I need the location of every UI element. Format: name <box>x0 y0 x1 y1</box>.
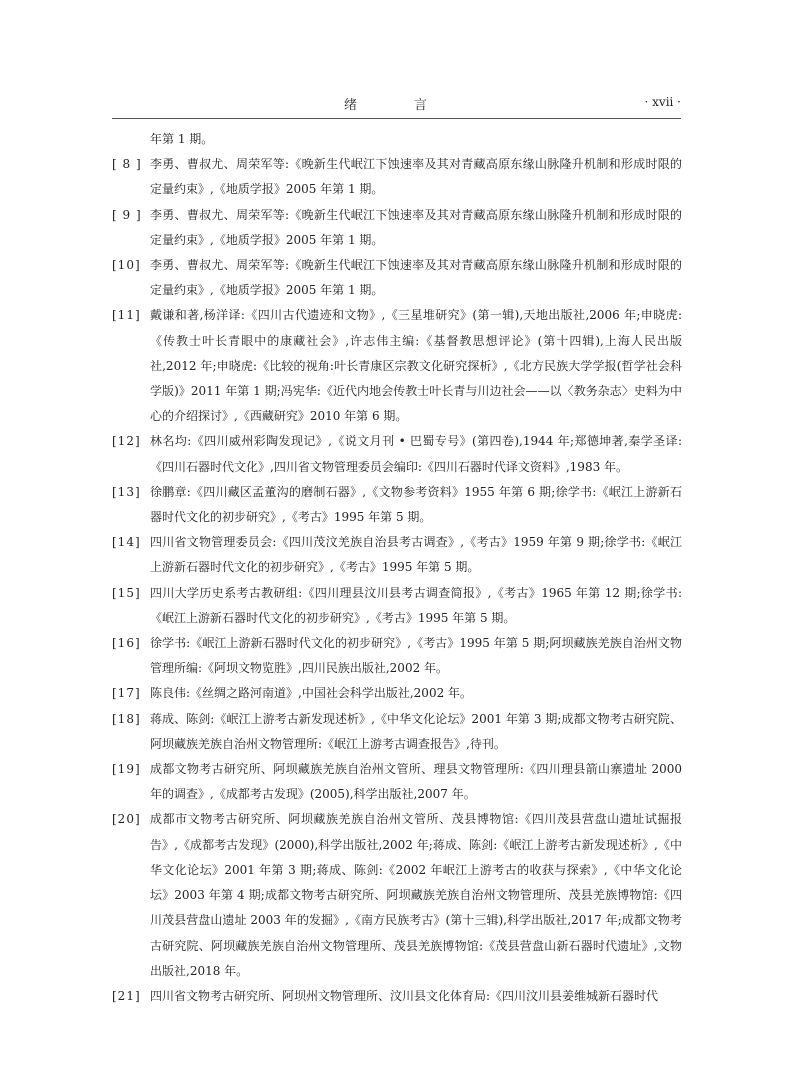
reference-text: 徐鹏章:《四川藏区孟董沟的磨制石器》,《文物参考资料》1955 年第 6 期;徐学书:《岷江上游新石器时代文化的初步研究》,《考古》1995 年第 5 期。 <box>150 484 682 525</box>
reference-item <box>112 707 682 757</box>
reference-number: [14] <box>112 535 141 550</box>
reference-number: [ 9 ] <box>112 207 142 222</box>
reference-item <box>112 480 682 530</box>
reference-number: [17] <box>112 686 141 701</box>
reference-number: [11] <box>112 308 141 323</box>
reference-text: 四川省文物管理委员会:《四川茂汶羌族自治县考古调查》,《考古》1959 年第 9 期;徐学书:《岷江上游新石器时代文化的初步研究》,《考古》1995 年第 5 期。 <box>150 535 682 575</box>
reference-number: [10] <box>112 258 141 273</box>
reference-item <box>112 757 682 807</box>
reference-item <box>112 152 682 202</box>
reference-text: 四川省文物考古研究所、阿坝州文物管理所、汶川县文化体育局:《四川汶川县姜维城新石器时代 <box>150 988 659 1003</box>
reference-number: [19] <box>112 762 141 777</box>
reference-number: [13] <box>112 484 141 499</box>
reference-number: [16] <box>112 636 141 651</box>
reference-text: 戴谦和著,杨洋译:《四川古代遗迹和文物》,《三星堆研究》(第一辑),天地出版社,2006 年;申晓虎:《传教士叶长青眼中的康藏社会》,许志伟主编:《基督教思想评论》(第十四辑),上海人民出版社,2012 年;申晓虎:《比较的视角:叶长青康区宗教文化研究探析》,《北方民族大学学报(哲学社会科学版)》2011 年第 1 期;冯宪华:《近代内地会传教士叶长青与川边社会——以〈教务杂志〉史料为中心的介绍探讨》,《西藏研究》2010 年第 6 期。 <box>150 308 682 424</box>
running-header <box>112 92 681 114</box>
reference-text: 年第 1 期。 <box>150 132 214 146</box>
reference-item <box>112 631 682 681</box>
reference-text: 李勇、曹叔尤、周荣军等:《晚新生代岷江下蚀速率及其对青藏高原东缘山脉隆升机制和形成时限的定量约束》,《地质学报》2005 年第 1 期。 <box>150 157 682 197</box>
reference-number: [18] <box>112 711 141 726</box>
reference-text: 四川大学历史系考古教研组:《四川理县汶川县考古调查简报》,《考古》1965 年第 12 期;徐学书:《岷江上游新石器时代文化的初步研究》,《考古》1995 年第 5 期。 <box>150 585 682 625</box>
reference-text: 李勇、曹叔尤、周荣军等:《晚新生代岷江下蚀速率及其对青藏高原东缘山脉隆升机制和形成时限的定量约束》,《地质学报》2005 年第 1 期。 <box>150 207 682 247</box>
reference-list <box>112 127 682 1009</box>
reference-text: 徐学书:《岷江上游新石器时代文化的初步研究》,《考古》1995 年第 5 期;阿坝藏族羌族自治州文物管理所编:《阿坝文物览胜》,四川民族出版社,2002 年。 <box>150 636 682 676</box>
reference-item <box>112 807 682 983</box>
reference-item <box>112 429 682 479</box>
reference-text: 蒋成、陈剑:《岷江上游考古新发现述析》,《中华文化论坛》2001 年第 3 期;成都文物考古研究院、阿坝藏族羌族自治州文物管理所:《岷江上游考古调查报告》,待刊。 <box>150 711 682 751</box>
reference-number: [15] <box>112 585 141 600</box>
reference-item <box>112 581 682 631</box>
header-title: 绪 言 <box>343 98 449 113</box>
reference-item <box>112 303 682 429</box>
reference-text: 成都文物考古研究所、阿坝藏族羌族自治州文管所、理县文物管理所:《四川理县箭山寨遗址 2000 年的调查》,《成都考古发现》(2005),科学出版社,2007 年。 <box>150 762 682 802</box>
header-rule <box>112 118 681 119</box>
reference-item <box>112 984 682 1009</box>
reference-number: [ 8 ] <box>112 157 142 172</box>
reference-item <box>112 530 682 580</box>
reference-item <box>112 203 682 253</box>
reference-text: 成都市文物考古研究所、阿坝藏族羌族自治州文管所、茂县博物馆:《四川茂县营盘山遗址试掘报告》,《成都考古发现》(2000),科学出版社,2002 年;蒋成、陈剑:《岷江上游考古新发现述析》,《中华文化论坛》2001 年第 3 期;蒋成、陈剑:《2002 年岷江上游考古的收获与探索》,《中华文化论坛》2003 年第 4 期;成都文物考古研究所、阿坝藏族羌族自治州文物管理所、茂县羌族博物馆:《四川茂县营盘山遗址 2003 年的发掘》,《南方民族考古》(第十三辑),科学出版社,2017 年;成都文物考古研究院、阿坝藏族羌族自治州文物管理所、茂县羌族博物馆:《茂县营盘山新石器时代遗址》,文物出版社,2018 年。 <box>150 812 682 978</box>
reference-text: 陈良伟:《丝绸之路河南道》,中国社会科学出版社,2002 年。 <box>150 686 473 701</box>
reference-text: 林名均:《四川威州彩陶发现记》,《说文月刊 • 巴蜀专号》(第四卷),1944 年;郑德坤著,秦学圣译:《四川石器时代文化》,四川省文物管理委员会编印:《四川石器时代译文资料》,1983 年。 <box>150 434 682 474</box>
reference-number: [20] <box>112 812 141 827</box>
page-number: · xvii · <box>644 95 681 109</box>
reference-number: [21] <box>112 988 141 1003</box>
reference-text: 李勇、曹叔尤、周荣军等:《晚新生代岷江下蚀速率及其对青藏高原东缘山脉隆升机制和形成时限的定量约束》,《地质学报》2005 年第 1 期。 <box>150 258 682 298</box>
reference-item <box>112 127 682 152</box>
reference-item <box>112 253 682 303</box>
reference-item <box>112 681 682 706</box>
reference-number: [12] <box>112 434 141 449</box>
